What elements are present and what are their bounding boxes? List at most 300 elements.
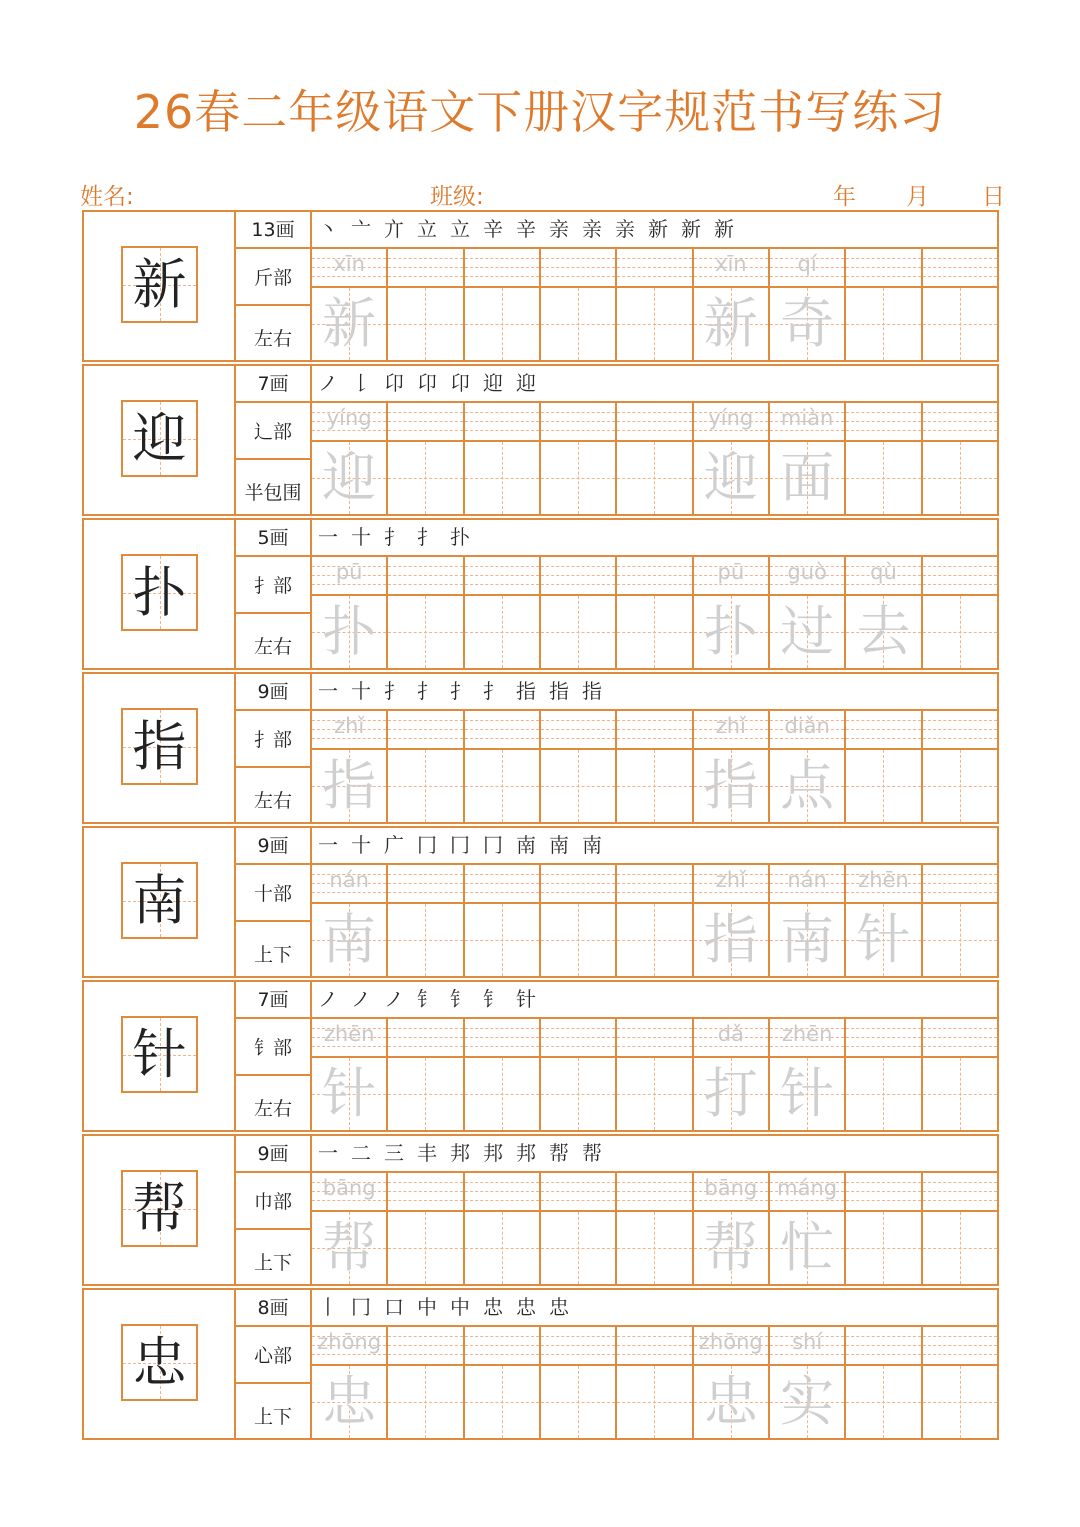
model-char: 针	[132, 1023, 187, 1086]
pinyin-cell[interactable]	[617, 1327, 691, 1366]
practice-column[interactable]	[388, 865, 464, 976]
tianzige-cell[interactable]	[617, 1058, 691, 1130]
tianzige-cell[interactable]	[770, 904, 844, 976]
trace-char: 打	[703, 1062, 758, 1125]
practice-column[interactable]	[694, 865, 770, 976]
practice-column[interactable]	[541, 249, 617, 360]
pinyin-cell[interactable]	[312, 711, 386, 750]
tianzige-cell[interactable]	[312, 1212, 386, 1284]
pinyin-cell[interactable]	[617, 557, 691, 596]
practice-column[interactable]	[923, 865, 997, 976]
tianzige-cell[interactable]	[465, 596, 539, 668]
stroke-step: 立	[450, 217, 470, 241]
trace-char	[846, 1058, 920, 1130]
trace-char	[541, 904, 615, 976]
pinyin-cell[interactable]	[388, 1173, 462, 1212]
pinyin-cell[interactable]	[923, 249, 997, 288]
practice-column[interactable]	[388, 711, 464, 822]
tianzige-cell[interactable]	[770, 288, 844, 360]
trace-char	[465, 904, 539, 976]
char-info	[236, 520, 312, 668]
pinyin-text: pū	[717, 560, 745, 584]
practice-column[interactable]	[388, 557, 464, 668]
practice-column[interactable]	[312, 1019, 388, 1130]
tianzige-cell[interactable]	[312, 904, 386, 976]
tianzige-cell[interactable]	[694, 288, 768, 360]
practice-column[interactable]	[388, 1327, 464, 1438]
tianzige-cell[interactable]	[465, 1212, 539, 1284]
tianzige-cell[interactable]	[694, 596, 768, 668]
pinyin-cell[interactable]	[465, 711, 539, 750]
pinyin-cell[interactable]	[694, 1173, 768, 1212]
tianzige-cell[interactable]	[923, 442, 997, 514]
pinyin-cell[interactable]	[770, 1173, 844, 1212]
tianzige-cell[interactable]	[923, 288, 997, 360]
tianzige-cell[interactable]	[846, 1212, 920, 1284]
tianzige-cell[interactable]	[770, 750, 844, 822]
stroke-sequence	[318, 212, 747, 247]
pinyin-cell[interactable]	[465, 1173, 539, 1212]
pinyin-cell[interactable]	[465, 403, 539, 442]
practice-column[interactable]	[541, 1019, 617, 1130]
pinyin-cell[interactable]	[770, 1019, 844, 1058]
trace-char	[465, 1212, 539, 1284]
tianzige-cell[interactable]	[465, 442, 539, 514]
practice-column[interactable]	[312, 1327, 388, 1438]
pinyin-cell[interactable]	[312, 403, 386, 442]
practice-column[interactable]	[694, 1019, 770, 1130]
tianzige-cell[interactable]	[388, 904, 462, 976]
stroke-step: 一	[318, 679, 338, 703]
practice-column[interactable]	[770, 403, 846, 514]
pinyin-cell[interactable]	[541, 403, 615, 442]
trace-char: 南	[780, 908, 835, 971]
pinyin-cell[interactable]	[923, 711, 997, 750]
trace-char: 指	[703, 908, 758, 971]
tianzige-cell[interactable]	[923, 1058, 997, 1130]
pinyin-cell[interactable]	[770, 403, 844, 442]
tianzige-cell[interactable]	[846, 288, 920, 360]
tianzige-cell[interactable]	[770, 442, 844, 514]
practice-column[interactable]	[694, 403, 770, 514]
tianzige-cell[interactable]	[846, 1058, 920, 1130]
stroke-count: 9画	[236, 674, 310, 711]
pinyin-cell[interactable]	[388, 1327, 462, 1366]
pinyin-cell[interactable]	[694, 403, 768, 442]
pinyin-cell[interactable]	[312, 1019, 386, 1058]
model-char: 忠	[132, 1331, 187, 1394]
stroke-step: 冂	[351, 1295, 371, 1319]
practice-column[interactable]	[541, 557, 617, 668]
model-char-box	[121, 708, 198, 785]
pinyin-cell[interactable]	[617, 711, 691, 750]
practice-column[interactable]	[846, 1327, 922, 1438]
stroke-step: 邦	[450, 1141, 470, 1165]
trace-char	[541, 442, 615, 514]
stroke-step: 广	[384, 833, 404, 857]
model-char: 新	[132, 253, 187, 316]
tianzige-cell[interactable]	[694, 442, 768, 514]
tianzige-cell[interactable]	[617, 288, 691, 360]
tianzige-cell[interactable]	[770, 1058, 844, 1130]
pinyin-cell[interactable]	[846, 865, 920, 904]
practice-column[interactable]	[312, 557, 388, 668]
pinyin-cell[interactable]	[617, 1173, 691, 1212]
tianzige-cell[interactable]	[846, 750, 920, 822]
practice-column[interactable]	[770, 249, 846, 360]
tianzige-cell[interactable]	[388, 442, 462, 514]
pinyin-cell[interactable]	[388, 1019, 462, 1058]
pinyin-cell[interactable]	[388, 711, 462, 750]
stroke-step: 新	[681, 217, 701, 241]
tianzige-cell[interactable]	[465, 1366, 539, 1438]
model-char-box	[121, 1324, 198, 1401]
tianzige-cell[interactable]	[770, 1212, 844, 1284]
practice-column[interactable]	[617, 1019, 693, 1130]
practice-column[interactable]	[388, 1019, 464, 1130]
stroke-step: 一	[318, 833, 338, 857]
pinyin-cell[interactable]	[465, 557, 539, 596]
practice-column[interactable]	[465, 249, 541, 360]
tianzige-cell[interactable]	[923, 904, 997, 976]
pinyin-cell[interactable]	[465, 1019, 539, 1058]
pinyin-cell[interactable]	[312, 1327, 386, 1366]
practice-column[interactable]	[770, 711, 846, 822]
pinyin-cell[interactable]	[694, 1019, 768, 1058]
pinyin-cell[interactable]	[770, 865, 844, 904]
practice-column[interactable]	[617, 711, 693, 822]
trace-char	[388, 1366, 462, 1438]
tianzige-cell[interactable]	[465, 750, 539, 822]
tianzige-cell[interactable]	[923, 750, 997, 822]
tianzige-cell[interactable]	[694, 1366, 768, 1438]
practice-column[interactable]	[465, 1173, 541, 1284]
tianzige-cell[interactable]	[694, 1058, 768, 1130]
practice-column[interactable]	[694, 557, 770, 668]
pinyin-cell[interactable]	[617, 1019, 691, 1058]
pinyin-cell[interactable]	[694, 865, 768, 904]
pinyin-cell[interactable]	[465, 249, 539, 288]
trace-char: 指	[322, 754, 377, 817]
stroke-step: 十	[351, 833, 371, 857]
pinyin-cell[interactable]	[541, 865, 615, 904]
practice-column[interactable]	[770, 1173, 846, 1284]
tianzige-cell[interactable]	[694, 1212, 768, 1284]
practice-column[interactable]	[694, 1173, 770, 1284]
tianzige-cell[interactable]	[617, 750, 691, 822]
tianzige-cell[interactable]	[388, 596, 462, 668]
practice-column[interactable]	[465, 1327, 541, 1438]
practice-column[interactable]	[312, 403, 388, 514]
practice-column[interactable]	[923, 1019, 997, 1130]
practice-column[interactable]	[694, 249, 770, 360]
radical: 辶部	[236, 403, 310, 460]
trace-char: 扑	[322, 600, 377, 663]
stroke-step: 扌	[450, 679, 470, 703]
pinyin-cell[interactable]	[846, 1173, 920, 1212]
tianzige-cell[interactable]	[312, 1366, 386, 1438]
pinyin-cell[interactable]	[541, 711, 615, 750]
tianzige-cell[interactable]	[312, 288, 386, 360]
practice-column[interactable]	[770, 1327, 846, 1438]
stroke-step: 亲	[615, 217, 635, 241]
tianzige-cell[interactable]	[617, 904, 691, 976]
practice-column[interactable]	[694, 711, 770, 822]
trace-char	[846, 1212, 920, 1284]
practice-column[interactable]	[617, 865, 693, 976]
practice-column[interactable]	[617, 403, 693, 514]
stroke-step: 辛	[483, 217, 503, 241]
trace-char	[541, 1058, 615, 1130]
pinyin-cell[interactable]	[770, 249, 844, 288]
practice-column[interactable]	[846, 403, 922, 514]
pinyin-cell[interactable]	[617, 403, 691, 442]
tianzige-cell[interactable]	[541, 904, 615, 976]
pinyin-text: zhōng	[698, 1330, 763, 1354]
tianzige-cell[interactable]	[846, 904, 920, 976]
practice-grid	[312, 1173, 997, 1284]
tianzige-cell[interactable]	[312, 750, 386, 822]
stroke-step: 冂	[450, 833, 470, 857]
pinyin-cell[interactable]	[312, 249, 386, 288]
stroke-step: 指	[582, 679, 602, 703]
tianzige-cell[interactable]	[923, 1212, 997, 1284]
radical: 扌部	[236, 557, 310, 614]
pinyin-cell[interactable]	[465, 865, 539, 904]
stroke-step: 南	[516, 833, 536, 857]
tianzige-cell[interactable]	[846, 1366, 920, 1438]
tianzige-cell[interactable]	[617, 442, 691, 514]
pinyin-cell[interactable]	[846, 1019, 920, 1058]
practice-column[interactable]	[846, 249, 922, 360]
tianzige-cell[interactable]	[312, 442, 386, 514]
stroke-sequence	[318, 1290, 582, 1325]
practice-column[interactable]	[770, 865, 846, 976]
pinyin-cell[interactable]	[694, 557, 768, 596]
pinyin-cell[interactable]	[923, 865, 997, 904]
practice-column[interactable]	[465, 865, 541, 976]
practice-column[interactable]	[923, 711, 997, 822]
practice-column[interactable]	[465, 711, 541, 822]
trace-char	[846, 288, 920, 360]
pinyin-cell[interactable]	[617, 249, 691, 288]
tianzige-cell[interactable]	[541, 1212, 615, 1284]
pinyin-cell[interactable]	[923, 1327, 997, 1366]
tianzige-cell[interactable]	[465, 904, 539, 976]
practice-column[interactable]	[465, 403, 541, 514]
tianzige-cell[interactable]	[541, 1058, 615, 1130]
practice-column[interactable]	[541, 865, 617, 976]
tianzige-cell[interactable]	[923, 596, 997, 668]
trace-char	[465, 750, 539, 822]
pinyin-cell[interactable]	[846, 711, 920, 750]
practice-column[interactable]	[465, 557, 541, 668]
practice-column[interactable]	[541, 1327, 617, 1438]
trace-char: 面	[780, 446, 835, 509]
pinyin-cell[interactable]	[312, 1173, 386, 1212]
stroke-order-row	[312, 520, 997, 557]
pinyin-cell[interactable]	[388, 865, 462, 904]
trace-char	[541, 1366, 615, 1438]
stroke-step: 十	[351, 525, 371, 549]
tianzige-cell[interactable]	[923, 1366, 997, 1438]
tianzige-cell[interactable]	[465, 1058, 539, 1130]
pinyin-cell[interactable]	[923, 557, 997, 596]
pinyin-cell[interactable]	[617, 865, 691, 904]
pinyin-cell[interactable]	[388, 403, 462, 442]
stroke-count: 8画	[236, 1290, 310, 1327]
tianzige-cell[interactable]	[388, 1058, 462, 1130]
pinyin-cell[interactable]	[312, 865, 386, 904]
practice-column[interactable]	[465, 1019, 541, 1130]
practice-column[interactable]	[923, 249, 997, 360]
practice-column[interactable]	[770, 1019, 846, 1130]
pinyin-text: bāng	[322, 1176, 376, 1200]
pinyin-cell[interactable]	[388, 249, 462, 288]
pinyin-cell[interactable]	[541, 557, 615, 596]
tianzige-cell[interactable]	[388, 1366, 462, 1438]
pinyin-cell[interactable]	[694, 711, 768, 750]
tianzige-cell[interactable]	[388, 750, 462, 822]
practice-column[interactable]	[846, 1173, 922, 1284]
practice-column[interactable]	[923, 1173, 997, 1284]
pinyin-cell[interactable]	[541, 249, 615, 288]
tianzige-cell[interactable]	[694, 750, 768, 822]
pinyin-cell[interactable]	[312, 557, 386, 596]
tianzige-cell[interactable]	[541, 288, 615, 360]
tianzige-cell[interactable]	[846, 442, 920, 514]
trace-char: 新	[703, 292, 758, 355]
pinyin-cell[interactable]	[923, 403, 997, 442]
pinyin-cell[interactable]	[541, 1173, 615, 1212]
trace-char	[923, 442, 997, 514]
trace-char	[846, 750, 920, 822]
tianzige-cell[interactable]	[541, 750, 615, 822]
structure: 左右	[253, 636, 292, 658]
trace-char	[617, 904, 691, 976]
practice-column[interactable]	[846, 865, 922, 976]
practice-column[interactable]	[388, 1173, 464, 1284]
model-char-panel	[84, 1290, 236, 1438]
pinyin-text: yíng	[708, 406, 754, 430]
practice-column[interactable]	[617, 557, 693, 668]
practice-column[interactable]	[846, 711, 922, 822]
pinyin-cell[interactable]	[846, 1327, 920, 1366]
practice-column[interactable]	[541, 1173, 617, 1284]
pinyin-cell[interactable]	[770, 1327, 844, 1366]
practice-column[interactable]	[617, 1173, 693, 1284]
practice-column[interactable]	[388, 403, 464, 514]
trace-char: 新	[322, 292, 377, 355]
stroke-step: 南	[549, 833, 569, 857]
practice-column[interactable]	[923, 1327, 997, 1438]
pinyin-cell[interactable]	[846, 557, 920, 596]
practice-column[interactable]	[846, 557, 922, 668]
stroke-step: 卬	[450, 371, 470, 395]
tianzige-cell[interactable]	[541, 442, 615, 514]
tianzige-cell[interactable]	[465, 288, 539, 360]
pinyin-cell[interactable]	[388, 557, 462, 596]
practice-column[interactable]	[312, 1173, 388, 1284]
tianzige-cell[interactable]	[312, 1058, 386, 1130]
char-info	[236, 366, 312, 514]
pinyin-text: diǎn	[784, 714, 830, 738]
practice-column[interactable]	[770, 557, 846, 668]
trace-char	[846, 1366, 920, 1438]
practice-column[interactable]	[923, 403, 997, 514]
char-info	[236, 212, 312, 360]
practice-column[interactable]	[617, 1327, 693, 1438]
structure: 左右	[253, 328, 292, 350]
practice-column[interactable]	[312, 865, 388, 976]
tianzige-cell[interactable]	[388, 1212, 462, 1284]
stroke-count: 7画	[236, 982, 310, 1019]
pinyin-cell[interactable]	[923, 1173, 997, 1212]
tianzige-cell[interactable]	[770, 1366, 844, 1438]
practice-column[interactable]	[541, 711, 617, 822]
pinyin-cell[interactable]	[541, 1327, 615, 1366]
stroke-order-row	[312, 212, 997, 249]
pinyin-cell[interactable]	[541, 1019, 615, 1058]
practice-column[interactable]	[846, 1019, 922, 1130]
trace-char: 南	[322, 908, 377, 971]
practice-column[interactable]	[388, 249, 464, 360]
tianzige-cell[interactable]	[541, 1366, 615, 1438]
page-title: 26春二年级语文下册汉字规范书写练习	[133, 85, 947, 139]
trace-char	[617, 442, 691, 514]
model-char-box	[121, 1016, 198, 1093]
pinyin-cell[interactable]	[770, 557, 844, 596]
stroke-step: 立	[417, 217, 437, 241]
tianzige-cell[interactable]	[846, 596, 920, 668]
practice-column[interactable]	[617, 249, 693, 360]
pinyin-text: bāng	[704, 1176, 758, 1200]
trace-char: 过	[780, 600, 835, 663]
pinyin-cell[interactable]	[465, 1327, 539, 1366]
tianzige-cell[interactable]	[770, 596, 844, 668]
tianzige-cell[interactable]	[541, 596, 615, 668]
stroke-sequence	[318, 982, 549, 1017]
structure: 左右	[253, 1098, 292, 1120]
stroke-step: 钅	[417, 987, 437, 1011]
pinyin-cell[interactable]	[770, 711, 844, 750]
practice-column[interactable]	[312, 711, 388, 822]
practice-column[interactable]	[923, 557, 997, 668]
practice-grid	[312, 1019, 997, 1130]
pinyin-cell[interactable]	[694, 249, 768, 288]
pinyin-cell[interactable]	[846, 403, 920, 442]
trace-char	[923, 1366, 997, 1438]
practice-column[interactable]	[541, 403, 617, 514]
practice-column[interactable]	[694, 1327, 770, 1438]
pinyin-cell[interactable]	[694, 1327, 768, 1366]
tianzige-cell[interactable]	[694, 904, 768, 976]
tianzige-cell[interactable]	[617, 1366, 691, 1438]
stroke-step: 新	[648, 217, 668, 241]
char-info	[236, 828, 312, 976]
trace-char	[541, 596, 615, 668]
pinyin-cell[interactable]	[923, 1019, 997, 1058]
stroke-step: 𠄌	[351, 371, 371, 395]
practice-column[interactable]	[312, 249, 388, 360]
tianzige-cell[interactable]	[312, 596, 386, 668]
tianzige-cell[interactable]	[388, 288, 462, 360]
tianzige-cell[interactable]	[617, 1212, 691, 1284]
stroke-step: 钅	[450, 987, 470, 1011]
tianzige-cell[interactable]	[617, 596, 691, 668]
pinyin-cell[interactable]	[846, 249, 920, 288]
stroke-step: 帮	[582, 1141, 602, 1165]
